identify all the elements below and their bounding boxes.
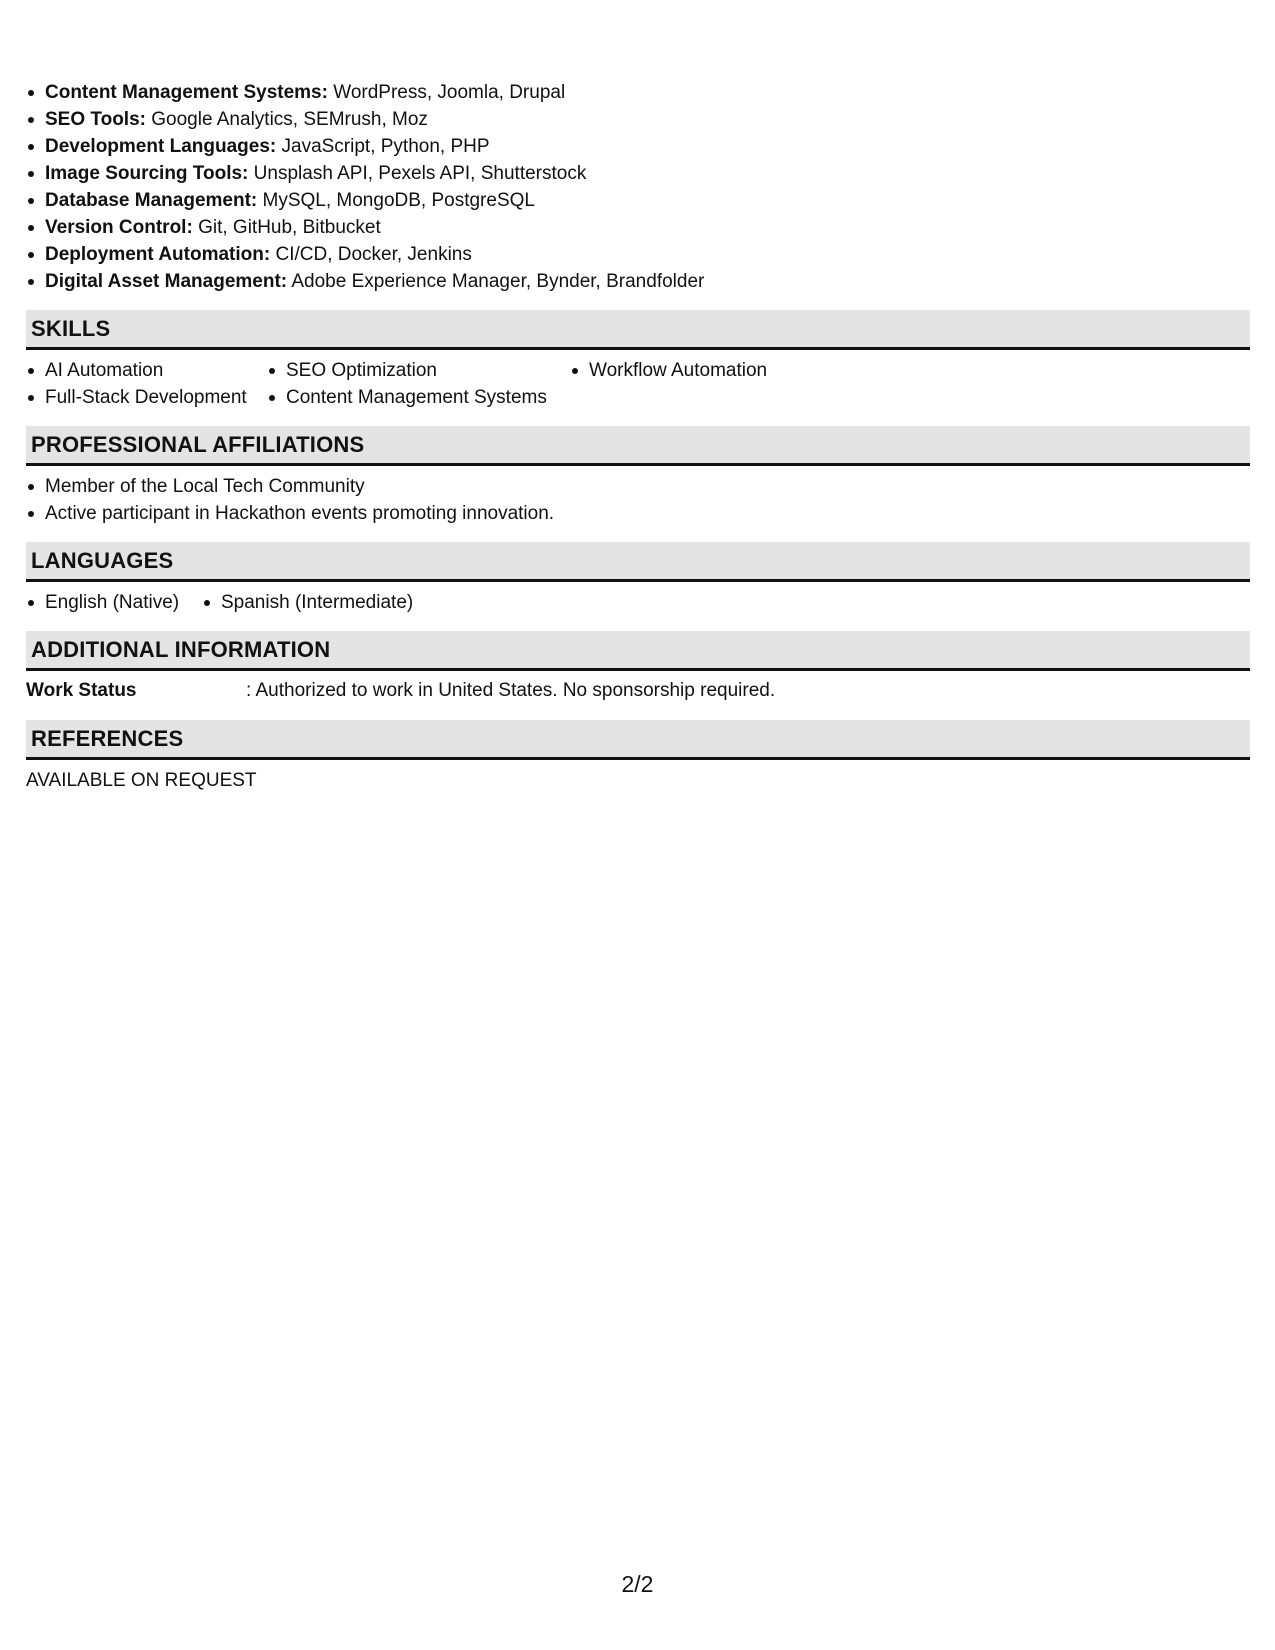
item-label: Content Management Systems:: [45, 82, 328, 103]
skill-item: Content Management Systems: [267, 384, 570, 411]
list-item: [26, 214, 1250, 241]
item-value: CI/CD, Docker, Jenkins: [270, 244, 472, 265]
references-heading: REFERENCES: [26, 720, 1250, 760]
language-item: Spanish (Intermediate): [202, 589, 462, 616]
list-item: Active participant in Hackathon events promoting innovation.: [26, 500, 1250, 527]
item-label: Database Management:: [45, 190, 258, 211]
item-value: Google Analytics, SEMrush, Moz: [145, 109, 428, 130]
item-label: Development Languages:: [45, 136, 277, 157]
languages-heading: LANGUAGES: [26, 542, 1250, 582]
item-value: Unsplash API, Pexels API, Shutterstock: [248, 163, 587, 184]
skills-heading: SKILLS: [26, 310, 1250, 350]
list-item: [26, 241, 1250, 268]
item-label: Deployment Automation:: [45, 244, 271, 265]
additional-info-heading: ADDITIONAL INFORMATION: [26, 631, 1250, 671]
skill-item: Workflow Automation: [570, 357, 870, 384]
item-value: MySQL, MongoDB, PostgreSQL: [257, 190, 535, 211]
references-text: AVAILABLE ON REQUEST: [26, 770, 257, 791]
affiliations-heading: PROFESSIONAL AFFILIATIONS: [26, 426, 1250, 466]
skills-list: [26, 350, 1250, 411]
list-item: [26, 268, 1250, 295]
skill-item: SEO Optimization: [267, 357, 570, 384]
skill-item: AI Automation: [26, 357, 267, 384]
list-item: [26, 160, 1250, 187]
languages-list: [26, 582, 1250, 616]
list-item: [26, 187, 1250, 214]
skill-item: Full-Stack Development: [26, 384, 267, 411]
item-value: WordPress, Joomla, Drupal: [327, 82, 566, 103]
technical-tools-list: [26, 79, 1250, 295]
list-item: [26, 133, 1250, 160]
item-label: Version Control:: [45, 217, 193, 238]
item-value: Adobe Experience Manager, Bynder, Brandfolder: [287, 271, 705, 292]
work-status-label: Work Status: [26, 680, 137, 701]
resume-page: [26, 79, 1250, 794]
list-item: [26, 106, 1250, 133]
item-label: Image Sourcing Tools:: [45, 163, 249, 184]
work-status-value: : Authorized to work in United States. No sponsorship required.: [246, 680, 776, 701]
list-item: [26, 79, 1250, 106]
item-label: Digital Asset Management:: [45, 271, 288, 292]
affiliations-list: [26, 466, 1250, 527]
page-number: 2/2: [621, 1571, 654, 1597]
item-value: Git, GitHub, Bitbucket: [192, 217, 381, 238]
list-item: Member of the Local Tech Community: [26, 473, 1250, 500]
work-status-row: [26, 671, 1250, 704]
language-item: English (Native): [26, 589, 202, 616]
item-value: JavaScript, Python, PHP: [276, 136, 490, 157]
item-label: SEO Tools:: [45, 109, 146, 130]
